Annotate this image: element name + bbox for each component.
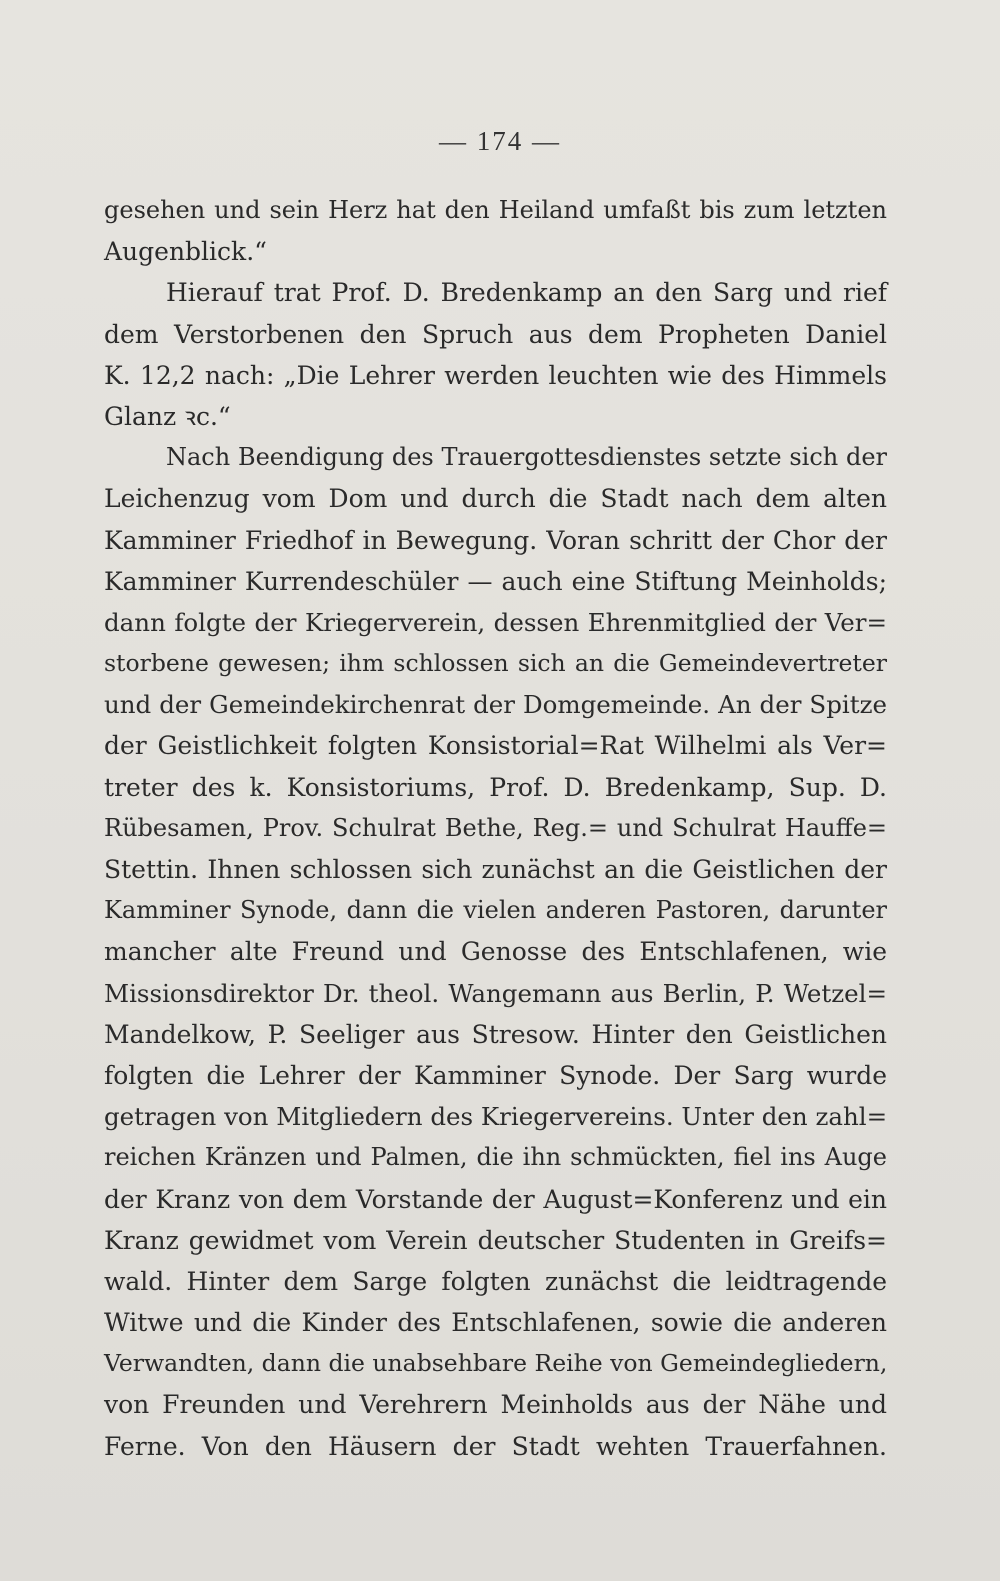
text-line: Augenblick.“ <box>104 237 267 267</box>
text-line: gesehen und sein Herz hat den Heiland umfaßt bis zum letzten <box>104 196 887 224</box>
text-line: dann folgte der Kriegerverein, dessen Ehrenmitglied der Ver= <box>104 607 887 637</box>
text-line: treter des k. Konsistoriums, Prof. D. Bredenkamp, Sup. D. <box>104 772 887 802</box>
text-line: Kranz gewidmet vom Verein deutscher Studenten in Greifs= <box>104 1225 887 1255</box>
text-line: wald. Hinter dem Sarge folgten zunächst die leidtragende <box>104 1266 887 1296</box>
page-number: — 174 — <box>439 126 561 156</box>
text-line: Ferne. Von den Häusern der Stadt wehten Trauerfahnen. <box>104 1431 887 1461</box>
text-line: getragen von Mitgliedern des Kriegervereins. Unter den zahl= <box>104 1102 888 1132</box>
text-line: K. 12,2 nach: „Die Lehrer werden leuchten wie des Himmels <box>104 360 887 390</box>
text-line: Kamminer Synode, dann die vielen anderen Pastoren, darunter <box>104 896 887 925</box>
text-line: folgten die Lehrer der Kamminer Synode. Der Sarg wurde <box>104 1060 887 1090</box>
text-line: Witwe und die Kinder des Entschlafenen, sowie die anderen <box>104 1308 887 1338</box>
text-line: von Freunden und Verehrern Meinholds aus der Nähe und <box>104 1390 887 1420</box>
text-line: und der Gemeindekirchenrat der Domgemeinde. An der Spitze <box>104 690 887 720</box>
text-line: dem Verstorbenen den Spruch aus dem Propheten Daniel <box>104 319 887 349</box>
text-line: Glanz ꝛc.“ <box>104 401 231 431</box>
text-line: Nach Beendigung des Trauergottesdienstes setzte sich der <box>166 443 887 472</box>
text-line: Verwandten, dann die unabsehbare Reihe von Gemeindegliedern, <box>104 1349 888 1378</box>
text-line: der Kranz von dem Vorstande der August=Konferenz und ein <box>104 1184 887 1214</box>
text-line: Kamminer Friedhof in Bewegung. Voran schritt der Chor der <box>104 525 887 555</box>
text-line: Leichenzug vom Dom und durch die Stadt nach dem alten <box>104 484 887 514</box>
text-line: Missionsdirektor Dr. theol. Wangemann aus Berlin, P. Wetzel= <box>104 978 887 1008</box>
text-line: Rübesamen, Prov. Schulrat Bethe, Reg.= und Schulrat Hauffe= <box>104 813 887 842</box>
text-line: Stettin. Ihnen schlossen sich zunächst an die Geistlichen der <box>104 855 887 884</box>
text-line: Mandelkow, P. Seeliger aus Stresow. Hinter den Geistlichen <box>104 1019 887 1049</box>
body-text <box>104 190 887 1467</box>
text-line: Kamminer Kurrendeschüler — auch eine Stiftung Meinholds; <box>104 566 887 596</box>
text-line: storbene gewesen; ihm schlossen sich an die Gemeindevertreter <box>104 649 887 678</box>
text-line: Hierauf trat Prof. D. Bredenkamp an den Sarg und rief <box>166 278 887 308</box>
text-line: der Geistlichkeit folgten Konsistorial=Rat Wilhelmi als Ver= <box>104 731 887 761</box>
text-line: mancher alte Freund und Genosse des Entschlafenen, wie <box>104 937 887 967</box>
text-line: reichen Kränzen und Palmen, die ihn schmückten, fiel ins Auge <box>104 1143 887 1172</box>
